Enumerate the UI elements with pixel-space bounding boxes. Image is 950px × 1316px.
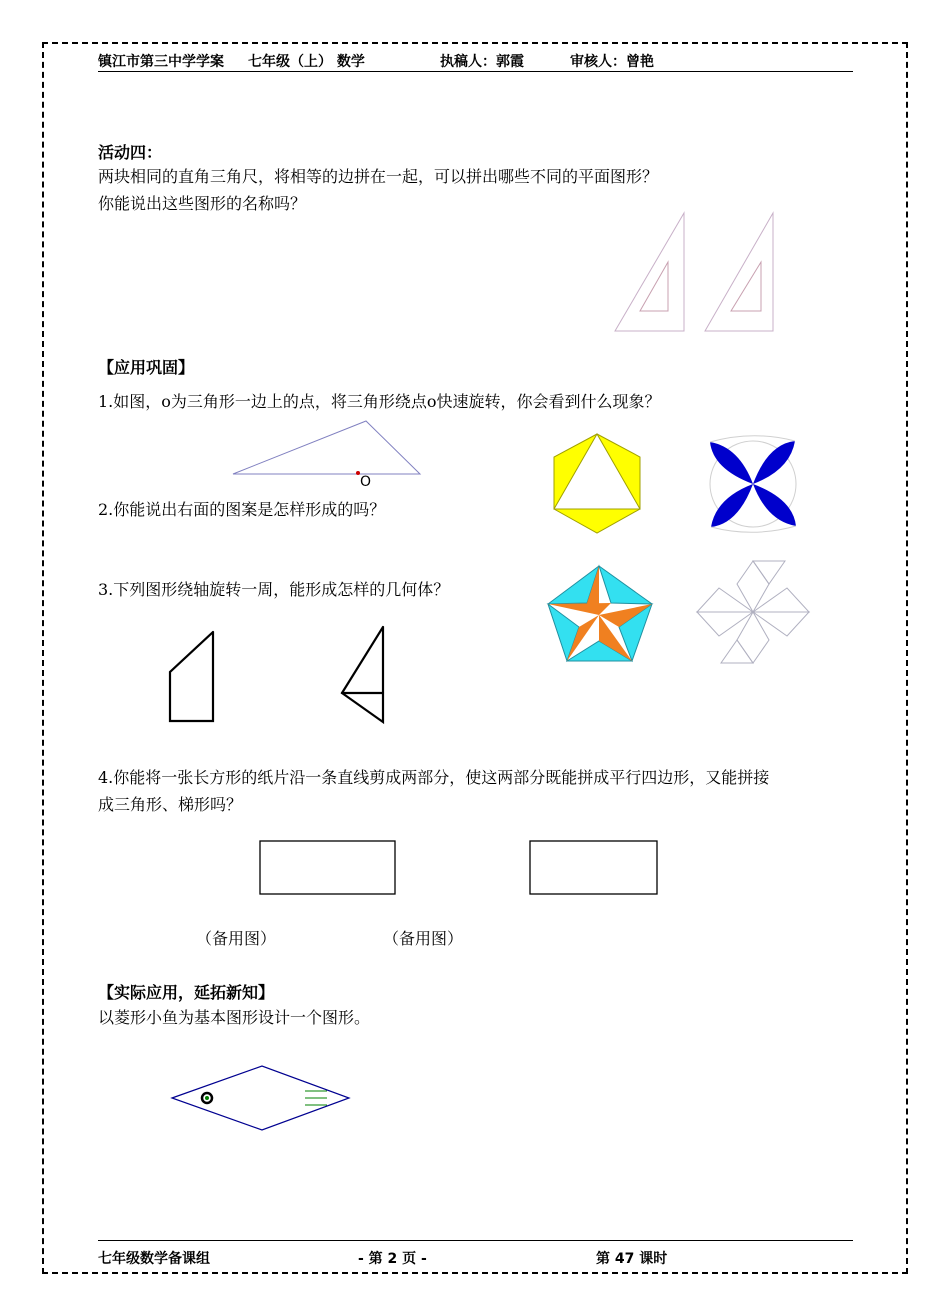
rotating-triangle-figure [233, 421, 420, 475]
apply-section-title: 【应用巩固】 [98, 358, 195, 377]
point-o [356, 471, 360, 475]
footer-group: 七年级数学备课组 [98, 1251, 210, 1267]
rhombus-lower-left-edge [721, 640, 753, 663]
leaf-lower-left [711, 484, 753, 527]
spare-figure-label-2: （备用图） [383, 929, 464, 948]
header-author: 执稿人：郭霞 [440, 54, 524, 70]
leaf-upper-left [710, 442, 753, 484]
set-square-left [615, 213, 684, 331]
header-grade-subject: 七年级（上） 数学 [248, 54, 365, 70]
spare-figure-label-1: （备用图） [196, 929, 277, 948]
rotation-shapes [170, 627, 383, 722]
rhombus-fish [172, 1066, 349, 1130]
pinwheel-pattern [710, 436, 796, 533]
point-o-label: O [360, 474, 372, 490]
question-4-line-2: 成三角形、梯形吗？ [98, 795, 243, 814]
leaf-lower-right [753, 484, 796, 526]
rectangle-1 [260, 841, 395, 894]
rhombus-left [697, 588, 753, 612]
rectangle-2 [530, 841, 657, 894]
activity4-question: 两块相同的直角三角尺，将相等的边拼在一起，可以拼出哪些不同的平面图形？ [98, 167, 659, 186]
header-reviewer: 审核人：曾艳 [570, 54, 654, 70]
activity4-title: 活动四： [98, 143, 163, 162]
practice-section-title: 【实际应用，延拓新知】 [98, 983, 275, 1002]
footer-lesson: 第 47 课时 [596, 1251, 668, 1267]
question-3: 3.下列图形绕轴旋转一周，能形成怎样的几何体？ [98, 580, 450, 599]
footer-page-number: - 第 2 页 - [358, 1251, 427, 1267]
activity4-question-2: 你能说出这些图形的名称吗？ [98, 194, 307, 213]
header-school: 镇江市第三中学学案 [98, 54, 224, 70]
rhombus-upper-right [753, 588, 809, 612]
rhombus-upper-right-edge [753, 561, 785, 584]
question-4: 4.你能将一张长方形的纸片沿一条直线剪成两部分，使这两部分既能拼成平行四边形，又能拼接 [98, 768, 770, 787]
set-square-left-hole [640, 262, 668, 311]
practice-text: 以菱形小鱼为基本图形设计一个图形。 [98, 1008, 371, 1027]
leaf-upper-right [753, 441, 795, 484]
rhombus-lower-left [697, 612, 753, 636]
set-square-right [705, 213, 773, 331]
set-square-right-hole [731, 262, 761, 311]
triangle [233, 421, 420, 474]
set-square-figure [615, 213, 773, 331]
fish-pupil [205, 1096, 209, 1100]
pentagon-star-pattern [548, 566, 652, 661]
question-1: 1.如图，o为三角形一边上的点，将三角形绕点o快速旋转，你会看到什么现象？ [98, 392, 661, 411]
rhombus-star-pattern [697, 561, 809, 663]
hexagon-pattern [554, 434, 640, 533]
rhombus-right [753, 612, 809, 636]
trapezoid-shape [170, 632, 213, 721]
question-2: 2.你能说出右面的图案是怎样形成的吗？ [98, 500, 386, 519]
triangle-shape [342, 627, 383, 722]
